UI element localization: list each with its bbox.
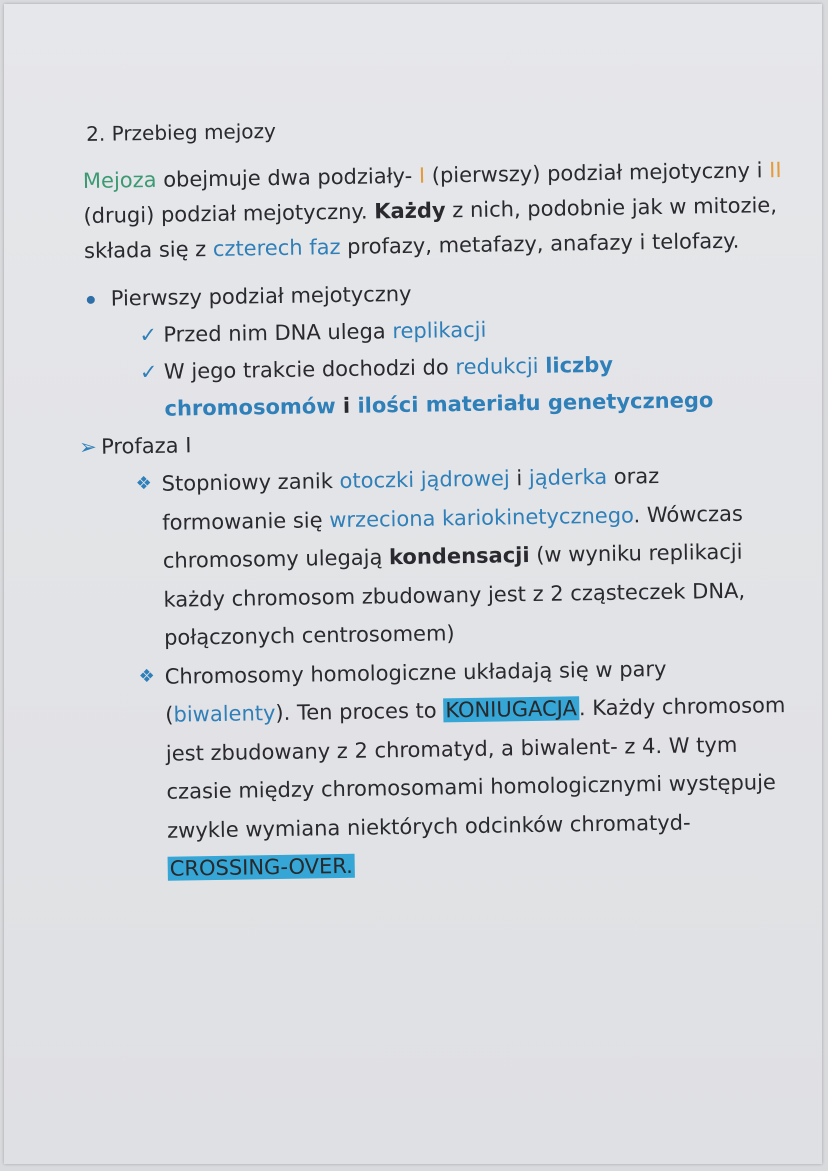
arrow-bullet-icon: ➢ [78,434,97,460]
term-jaderka: jąderka [528,464,608,491]
roman-two: II [768,158,782,183]
item-1-text-2: i [509,466,530,491]
term-mejoza: Mejoza [82,167,157,193]
term-liczby-chromosomow: liczby chromosomów [164,352,614,421]
roman-one: I [418,163,426,188]
diamond-bullet-icon: ❖ [135,472,152,495]
check-2-conj: i [335,393,358,419]
term-biwalenty: biwalenty [173,701,276,727]
check-item-reduction [86,344,787,429]
highlight-crossing-over: CROSSING-OVER. [169,853,353,881]
intro-text-3: (drugi) podział mejotyczny. [83,199,375,228]
item-1-text-5: (w wyniku replikacji każdy chromosom zbudowany jest z 2 cząsteczek DNA, połączonych centrosomem) [163,539,746,650]
term-kazdy: Każdy [374,198,446,224]
check-1-text: Przed nim DNA ulega [163,319,393,347]
term-kondensacji: kondensacji [388,543,530,570]
checkmark-icon: ✓ [139,322,158,348]
bullet-text: Pierwszy podział mejotyczny [110,281,412,311]
term-wrzeciona: wrzeciona kariokinetycznego [329,502,634,532]
document-content [78,111,794,889]
intro-text-4: z nich, podobnie jak w mitozie, składa się z [83,193,778,263]
checkmark-icon: ✓ [139,359,158,385]
highlight-koniugacja: KONIUGACJA [445,696,578,723]
intro-text-5: profazy, metafazy, anafazy i telofazy. [340,228,740,259]
page-sheet [4,4,822,1164]
intro-text-1: obejmuje dwa podziały- [156,163,420,192]
term-otoczki: otoczki jądrowej [339,466,510,493]
profaza-item-2 [90,647,794,889]
bullet-dot-icon [87,296,95,304]
intro-text-2: (pierwszy) podział mejotyczny i [424,158,770,188]
item-2-text-1: Chromosomy homologiczne układają się w pary ( [164,656,667,727]
diamond-bullet-icon: ❖ [138,665,156,687]
term-czterech-faz: czterech faz [212,234,341,261]
item-1-text-3: oraz formowanie się [162,463,660,535]
item-1-text-1: Stopniowy zanik [161,469,340,496]
item-2-text-2: ). Ten proces to [275,698,444,726]
term-redukcji: redukcji [455,353,539,380]
item-2-text-3: . Każdy chromosom jest zbudowany z 2 chromatyd, a biwalent- z 4. W tym czasie między chromosomami homologicznymi występuje zwykle wymiana niektórych odcinków chromatyd- [165,693,786,843]
term-replikacji: replikacji [392,317,487,344]
term-ilosci-materialu: ilości materiału genetycznego [357,388,714,418]
item-1-text-4: . Wówczas chromosomy ulegają [162,501,743,573]
intro-paragraph [83,153,785,269]
check-2-text: W jego trakcie dochodzi do [163,355,456,384]
profaza-item-1 [87,455,790,658]
profaza-title: Profaza I [100,433,192,459]
section-heading: 2. Przebieg mejozy [85,118,277,146]
